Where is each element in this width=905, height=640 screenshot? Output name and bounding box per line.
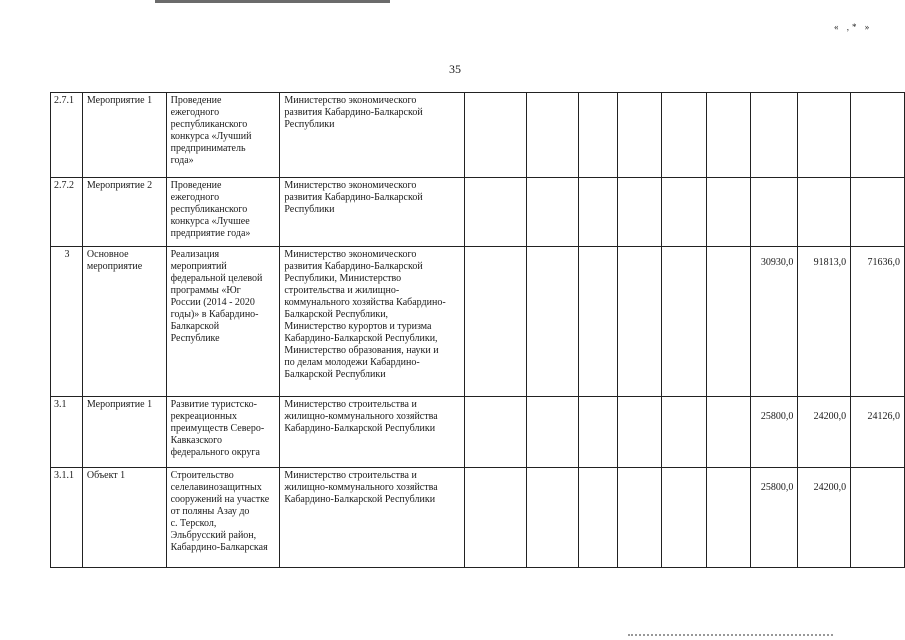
- empty-cell: [707, 397, 751, 468]
- row-name: Проведение ежегодного республиканского конкурса «Лучший предприниматель года»: [166, 93, 280, 178]
- value-cell: 24126,0: [851, 397, 905, 468]
- empty-cell: [618, 247, 661, 397]
- empty-cell: [526, 468, 578, 568]
- empty-cell: [526, 178, 578, 247]
- row-type: Мероприятие 2: [82, 178, 166, 247]
- value-cell: [798, 93, 851, 178]
- value-cell: [851, 178, 905, 247]
- table-row: [51, 247, 905, 397]
- empty-cell: [661, 468, 706, 568]
- value-cell: 25800,0: [751, 468, 798, 568]
- row-type: Мероприятие 1: [82, 397, 166, 468]
- scan-artifact-bottom: [628, 634, 833, 638]
- value-cell: 30930,0: [751, 247, 798, 397]
- row-code: 3: [51, 247, 83, 397]
- empty-cell: [464, 468, 526, 568]
- empty-cell: [578, 178, 617, 247]
- empty-cell: [464, 397, 526, 468]
- row-code: 2.7.1: [51, 93, 83, 178]
- table-row: [51, 468, 905, 568]
- row-type: Основное мероприятие: [82, 247, 166, 397]
- empty-cell: [707, 178, 751, 247]
- empty-cell: [526, 93, 578, 178]
- empty-cell: [661, 247, 706, 397]
- empty-cell: [661, 178, 706, 247]
- table-row: [51, 93, 905, 178]
- row-code: 3.1.1: [51, 468, 83, 568]
- empty-cell: [661, 93, 706, 178]
- value-cell: 24200,0: [798, 397, 851, 468]
- empty-cell: [618, 178, 661, 247]
- empty-cell: [578, 468, 617, 568]
- row-executor: Министерство экономического развития Кабардино-Балкарской Республики: [280, 178, 464, 247]
- value-cell: [798, 178, 851, 247]
- empty-cell: [464, 247, 526, 397]
- value-cell: [751, 93, 798, 178]
- value-cell: 71636,0: [851, 247, 905, 397]
- row-executor: Министерство строительства и жилищно-коммунального хозяйства Кабардино-Балкарской Республики: [280, 468, 464, 568]
- value-cell: [751, 178, 798, 247]
- program-activities-table: [50, 92, 905, 568]
- empty-cell: [618, 468, 661, 568]
- empty-cell: [526, 397, 578, 468]
- empty-cell: [707, 93, 751, 178]
- table-row: [51, 397, 905, 468]
- scan-artifact-top: [155, 0, 390, 3]
- empty-cell: [618, 93, 661, 178]
- empty-cell: [578, 247, 617, 397]
- row-executor: Министерство экономического развития Кабардино-Балкарской Республики: [280, 93, 464, 178]
- row-code: 3.1: [51, 397, 83, 468]
- corner-mark: « ,* »: [834, 22, 873, 32]
- row-name: Развитие туристско- рекреационных преимуществ Северо- Кавказского федерального округа: [166, 397, 280, 468]
- row-type: Мероприятие 1: [82, 93, 166, 178]
- empty-cell: [661, 397, 706, 468]
- empty-cell: [707, 468, 751, 568]
- row-name: Реализация мероприятий федеральной целевой программы «Юг России (2014 - 2020 годы)» в Кабардино- Балкарской Республике: [166, 247, 280, 397]
- value-cell: 25800,0: [751, 397, 798, 468]
- value-cell: 91813,0: [798, 247, 851, 397]
- row-code: 2.7.2: [51, 178, 83, 247]
- value-cell: 24200,0: [798, 468, 851, 568]
- empty-cell: [618, 397, 661, 468]
- value-cell: [851, 93, 905, 178]
- empty-cell: [707, 247, 751, 397]
- row-executor: Министерство строительства и жилищно-коммунального хозяйства Кабардино-Балкарской Республики: [280, 397, 464, 468]
- row-type: Объект 1: [82, 468, 166, 568]
- row-executor: Министерство экономического развития Кабардино-Балкарской Республики, Министерство строительства и жилищно- коммунального хозяйства Кабардино- Балкарской Республики, Министерство курортов и туризма Кабардино-Балкарской Республики, Министерство образования, науки и по делам молодежи Кабардино- Балкарской Республики: [280, 247, 464, 397]
- empty-cell: [464, 178, 526, 247]
- row-name: Проведение ежегодного республиканского конкурса «Лучшее предприятие года»: [166, 178, 280, 247]
- empty-cell: [578, 397, 617, 468]
- row-name: Строительство селелавинозащитных сооружений на участке от поляны Азау до с. Терскол, Эльбрусский район, Кабардино-Балкарская: [166, 468, 280, 568]
- empty-cell: [526, 247, 578, 397]
- table-row: [51, 178, 905, 247]
- page-number: 35: [449, 62, 461, 76]
- empty-cell: [578, 93, 617, 178]
- empty-cell: [464, 93, 526, 178]
- value-cell: [851, 468, 905, 568]
